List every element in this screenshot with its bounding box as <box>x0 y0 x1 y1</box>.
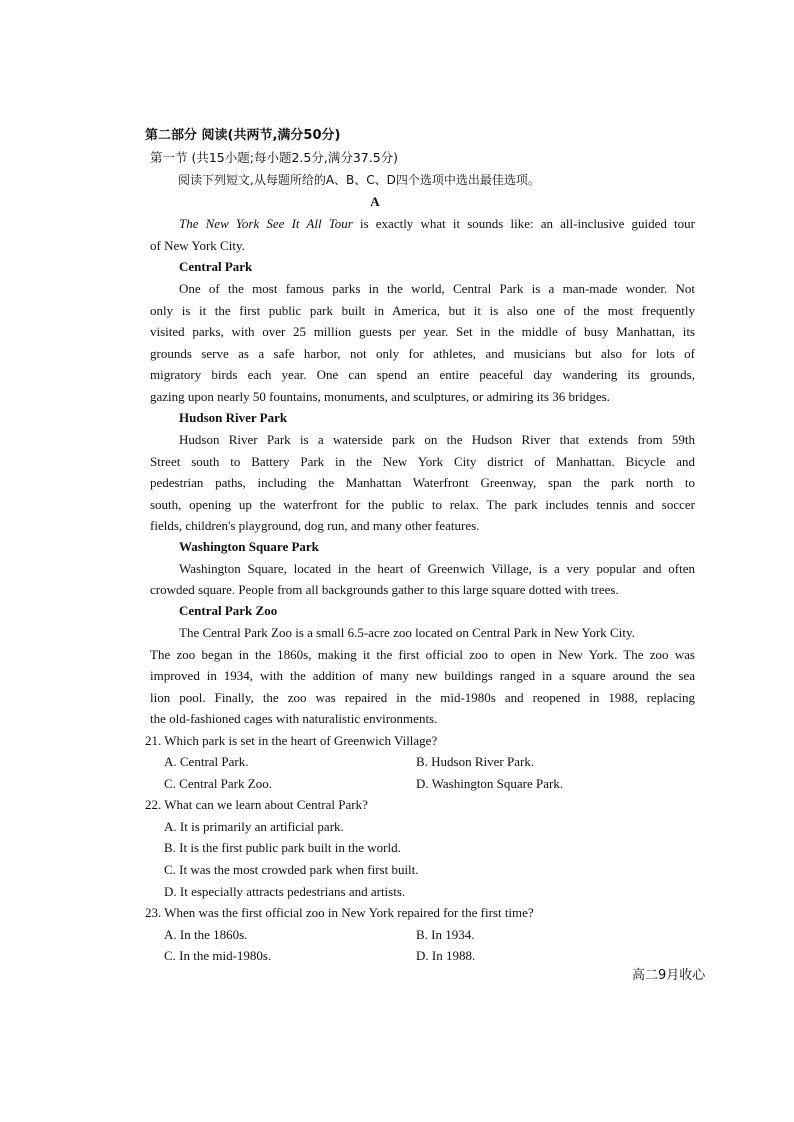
paragraph-line: the old-fashioned cages with naturalistic environments. <box>150 711 438 726</box>
question-22-option-a: A. It is primarily an artificial park. <box>164 819 344 834</box>
paragraph-line: migratory birds each year. One can spend an entire peaceful day wandering its grounds, <box>150 367 695 382</box>
question-23-option-d: D. In 1988. <box>416 948 476 963</box>
paragraph-line: only is it the first public park built in America, but it is also one of the most frequently <box>150 303 695 318</box>
question-22-option-c: C. It was the most crowded park when first built. <box>164 862 419 877</box>
section-heading-washington-square-park: Washington Square Park <box>179 539 319 554</box>
paragraph-line: One of the most famous parks in the world, Central Park is a man-made wonder. Not <box>179 281 695 296</box>
passage-letter: A <box>370 194 380 209</box>
paragraph-line: grounds serve as a safe harbor, not only for athletes, and musicians but also for lots of <box>150 346 695 361</box>
question-21-option-c: C. Central Park Zoo. <box>164 776 272 791</box>
paragraph-line: south, opening up the waterfront for the public to relax. The park includes tennis and soccer <box>150 497 695 512</box>
section-heading-central-park-zoo: Central Park Zoo <box>179 603 278 618</box>
paragraph-line: Street south to Battery Park in the New York City district of Manhattan. Bicycle and <box>150 454 695 469</box>
part-title: 第二部分 阅读(共两节,满分50分) <box>145 128 341 143</box>
question-21-stem: 21. Which park is set in the heart of Greenwich Village? <box>145 733 438 748</box>
question-23-stem: 23. When was the first official zoo in New York repaired for the first time? <box>145 905 534 920</box>
intro-line-1 <box>179 216 695 232</box>
intro-text: is exactly what it sounds like: an all-inclusive guided tour <box>352 216 695 231</box>
question-22-option-b: B. It is the first public park built in the world. <box>164 840 401 855</box>
question-21-option-a: A. Central Park. <box>164 754 249 769</box>
paragraph-line: The Central Park Zoo is a small 6.5-acre zoo located on Central Park in New York City. <box>179 625 635 640</box>
section-heading-central-park: Central Park <box>179 259 253 274</box>
question-23-option-a: A. In the 1860s. <box>164 927 248 942</box>
question-21-option-d: D. Washington Square Park. <box>416 776 564 791</box>
section-heading-hudson-river-park: Hudson River Park <box>179 410 288 425</box>
question-23-option-c: C. In the mid-1980s. <box>164 948 272 963</box>
question-22-stem: 22. What can we learn about Central Park? <box>145 797 368 812</box>
paragraph-line: gazing upon nearly 50 fountains, monuments, and sculptures, or admiring its 36 bridges. <box>150 389 610 404</box>
question-22-option-d: D. It especially attracts pedestrians and artists. <box>164 884 406 899</box>
section-title: 第一节 (共15小题;每小题2.5分,满分37.5分) <box>150 150 399 165</box>
paragraph-line: fields, children's playground, dog run, and many other features. <box>150 518 480 533</box>
paragraph-line: Hudson River Park is a waterside park on the Hudson River that extends from 59th <box>179 432 695 447</box>
paragraph-line: The zoo began in the 1860s, making it the first official zoo to open in New York. The zoo was <box>150 647 695 662</box>
paragraph-line: improved in 1934, with the addition of many new buildings ranged in a square around the sea <box>150 668 695 683</box>
paragraph-line: lion pool. Finally, the zoo was repaired in the mid-1980s and reopened in 1988, replacing <box>150 690 695 705</box>
instruction: 阅读下列短文,从每题所给的A、B、C、D四个选项中选出最佳选项。 <box>178 173 540 187</box>
paragraph-line: pedestrian paths, including the Manhattan Waterfront Greenway, span the park north to <box>150 475 695 490</box>
paragraph-line: Washington Square, located in the heart of Greenwich Village, is a very popular and often <box>179 561 695 576</box>
paragraph-line: visited parks, with over 25 million guests per year. Set in the middle of busy Manhattan, its <box>150 324 695 339</box>
footer-note: 高二9月收心 <box>632 968 706 983</box>
paragraph-line: crowded square. People from all backgrounds gather to this large square dotted with trees. <box>150 582 619 597</box>
tour-title: The New York See It All Tour <box>179 216 353 231</box>
question-23-option-b: B. In 1934. <box>416 927 475 942</box>
intro-line-2: of New York City. <box>150 238 245 253</box>
question-21-option-b: B. Hudson River Park. <box>416 754 535 769</box>
